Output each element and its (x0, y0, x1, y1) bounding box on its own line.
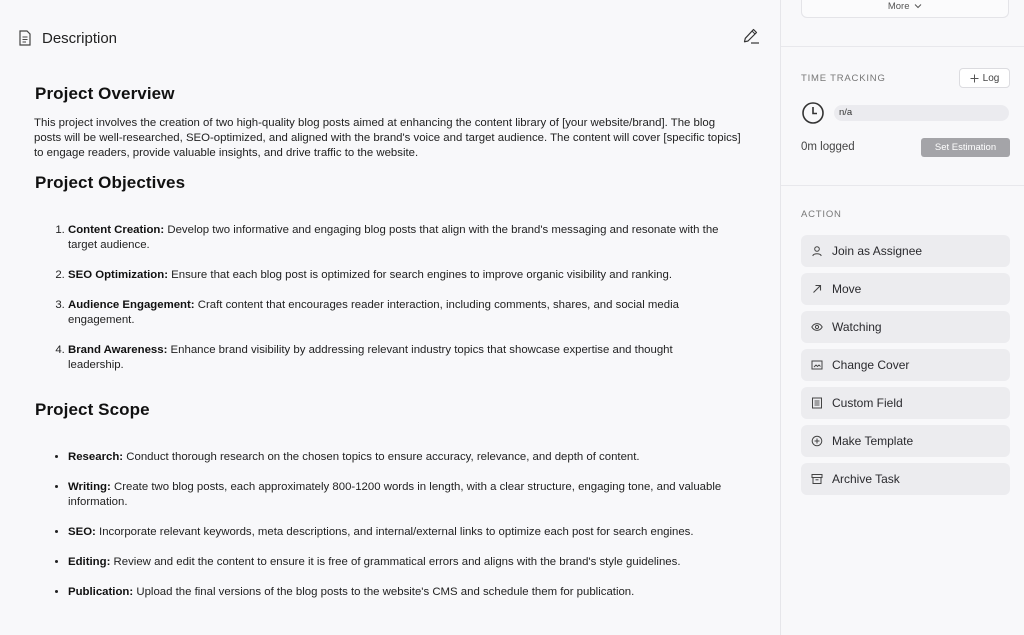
scope-list (68, 450, 728, 600)
document-icon (18, 30, 32, 46)
plus-circle-icon (811, 435, 823, 447)
list-item: • Research: Conduct thorough research on the chosen topics to ensure accuracy, relevance, and depth of content. (68, 450, 728, 465)
list-item: • Writing: Create two blog posts, each approximately 800-1200 words in length, with a clear structure, engaging tone, and valuable information. (68, 480, 728, 510)
overview-heading: Project Overview (35, 84, 175, 103)
scope-heading: Project Scope (35, 400, 150, 419)
edit-icon[interactable] (742, 27, 760, 45)
chevron-down-icon (914, 3, 922, 9)
list-item: 2. SEO Optimization: Ensure that each blog post is optimized for search engines to improve organic visibility and ranking. (68, 268, 728, 283)
make-template-button[interactable]: Make Template (801, 425, 1010, 457)
objectives-list (68, 223, 728, 373)
description-header (18, 28, 117, 48)
objectives-heading: Project Objectives (35, 173, 186, 192)
list-item: 3. Audience Engagement: Craft content that encourages reader interaction, including comments, shares, and social media engagement. (68, 298, 728, 328)
archive-icon (811, 473, 823, 485)
list-item: • Publication: Upload the final versions of the blog posts to the website's CMS and schedule them for publication. (68, 585, 728, 600)
arrow-up-right-icon (811, 283, 823, 295)
divider (781, 185, 1024, 186)
overview-paragraph: This project involves the creation of two high-quality blog posts aimed at enhancing the content library of [your website/brand]. The blog posts will be well-researched, SEO-optimized, and aligned with the brand's voice and target audience. The content will cover [specific topics] to engage readers, provide valuable insights, and drive traffic to the website. (34, 117, 741, 159)
change-cover-button[interactable]: Change Cover (801, 349, 1010, 381)
action-heading: ACTION (801, 209, 842, 220)
time-tracking-heading: TIME TRACKING (801, 73, 886, 84)
logged-time: 0m logged (801, 141, 855, 153)
log-time-button[interactable] (959, 68, 1010, 88)
divider (781, 46, 1024, 47)
join-as-assignee-button[interactable]: Join as Assignee (801, 235, 1010, 267)
list-icon (811, 397, 823, 409)
plus-icon (970, 74, 979, 83)
eye-icon (811, 321, 823, 333)
description-title: Description (42, 29, 118, 47)
estimate-value: n/a (834, 105, 1009, 121)
list-item: 1. Content Creation: Develop two informative and engaging blog posts that align with the brand's messaging and resonate with the target audience. (68, 223, 728, 253)
more-label: More (887, 1, 910, 12)
watching-button[interactable]: Watching (801, 311, 1010, 343)
image-icon (811, 359, 823, 371)
custom-field-button[interactable]: Custom Field (801, 387, 1010, 419)
description-content (35, 84, 755, 600)
more-button[interactable] (801, 0, 1009, 18)
list-item: • Editing: Review and edit the content to ensure it is free of grammatical errors and aligns with the brand's style guidelines. (68, 555, 728, 570)
list-item: 4. Brand Awareness: Enhance brand visibility by addressing relevant industry topics that showcase expertise and thought leadership. (68, 343, 728, 373)
move-button[interactable]: Move (801, 273, 1010, 305)
log-label: Log (982, 72, 1000, 84)
right-sidebar (780, 0, 1024, 635)
archive-task-button[interactable]: Archive Task (801, 463, 1010, 495)
user-icon (811, 245, 823, 257)
clock-icon (801, 101, 825, 125)
set-estimation-button[interactable]: Set Estimation (921, 138, 1010, 157)
list-item: • SEO: Incorporate relevant keywords, meta descriptions, and internal/external links to optimize each post for search engines. (68, 525, 728, 540)
